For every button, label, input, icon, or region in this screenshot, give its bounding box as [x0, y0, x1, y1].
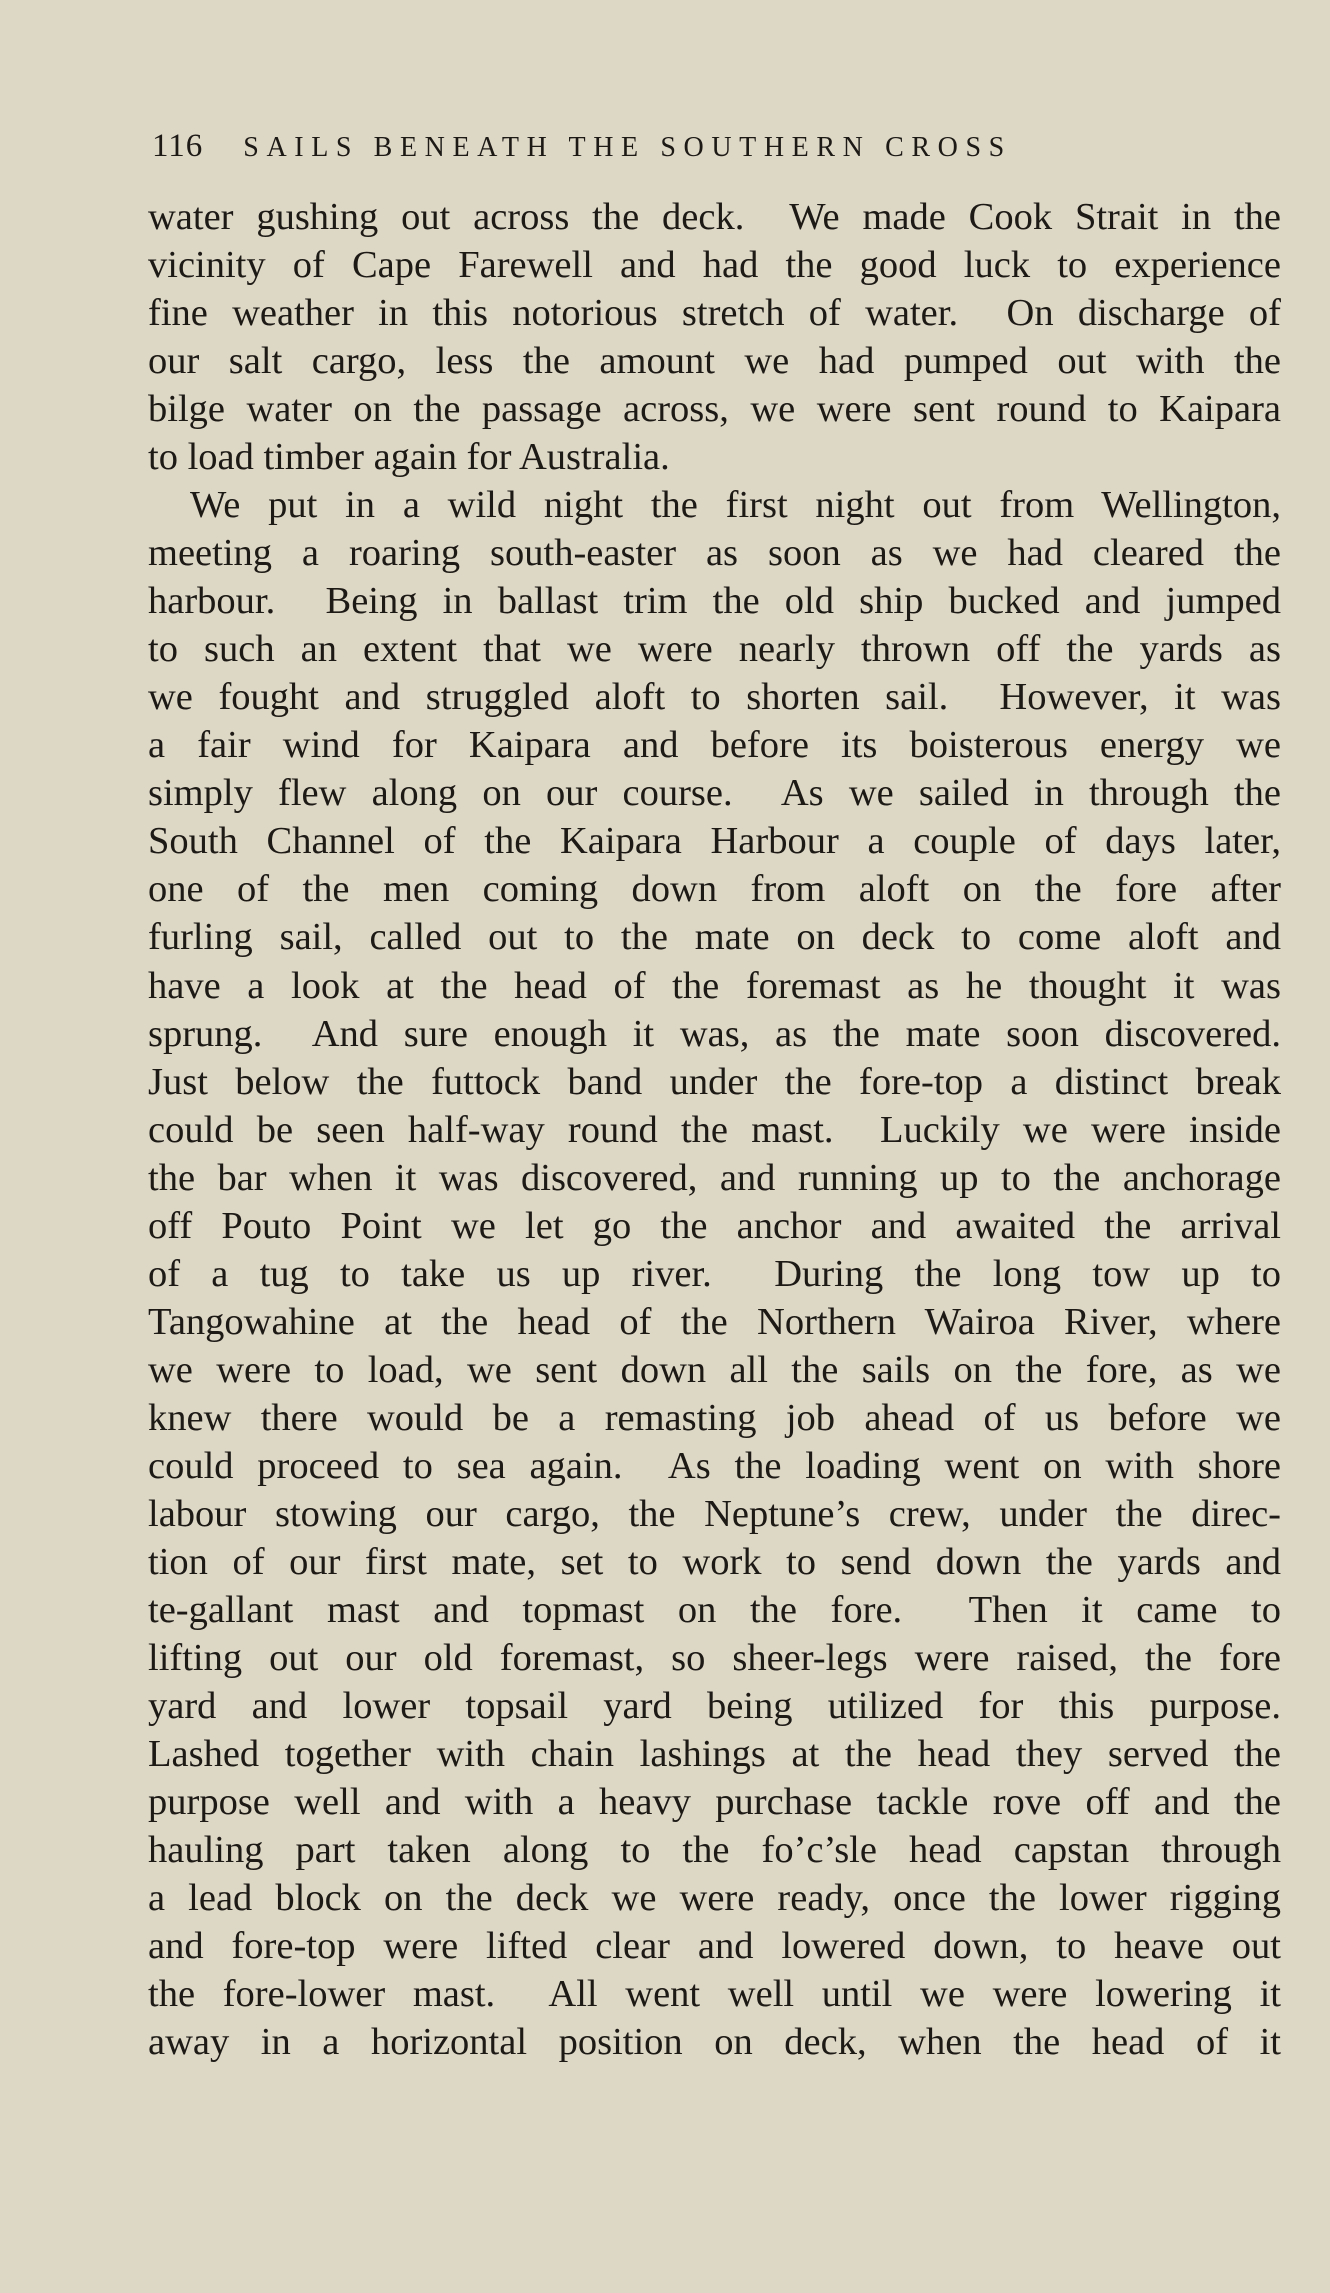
text-line-content: sprung. And sure enough it was, as the mate soon discovered.: [148, 1012, 1281, 1055]
text-line-content: of a tug to take us up river. During the long tow up to: [148, 1252, 1281, 1295]
text-line-content: and fore-top were lifted clear and lowered down, to heave out: [148, 1925, 1281, 1968]
text-line: [148, 817, 1281, 865]
text-line-content: water gushing out across the deck. We made Cook Strait in the: [148, 196, 1281, 238]
text-line: [148, 1826, 1281, 1874]
text-line-content: we fought and struggled aloft to shorten sail. However, it was: [148, 676, 1281, 719]
text-line-content: the fore-lower mast. All went well until we were lowering it: [148, 1973, 1281, 2016]
text-line-content: purpose well and with a heavy purchase tackle rove off and the: [148, 1781, 1281, 1824]
text-line-content: te-gallant mast and topmast on the fore. Then it came to: [148, 1588, 1281, 1631]
text-line: [148, 529, 1281, 577]
text-line-content: a lead block on the deck we were ready, once the lower rigging: [148, 1877, 1281, 1920]
text-line: [148, 1010, 1281, 1058]
text-line: [148, 1058, 1281, 1106]
page-number: 116: [152, 128, 204, 164]
text-line-content: furling sail, called out to the mate on deck to come aloft and: [148, 916, 1281, 959]
text-line: [148, 1106, 1281, 1154]
text-line-content: knew there would be a remasting job ahead of us before we: [148, 1396, 1281, 1439]
text-line: [148, 1154, 1281, 1202]
text-line-content: have a look at the head of the foremast as he thought it was: [148, 964, 1281, 1007]
running-head: [152, 116, 1229, 176]
text-line-content: Lashed together with chain lashings at the head they served the: [148, 1733, 1281, 1775]
text-line: [148, 241, 1281, 289]
text-line-content: tion of our first mate, set to work to send down the yards and: [148, 1540, 1281, 1583]
text-line: [148, 769, 1281, 817]
text-line: [148, 337, 1281, 385]
text-line: [148, 1538, 1281, 1586]
text-line-content: yard and lower topsail yard being utilized for this purpose.: [148, 1684, 1281, 1727]
text-line: [148, 289, 1281, 337]
text-line-content: hauling part taken along to the fo’c’sle head capstan through: [148, 1829, 1281, 1872]
text-line: [148, 1394, 1281, 1442]
text-line-content: vicinity of Cape Farewell and had the good luck to experience: [148, 244, 1281, 287]
text-line-content: our salt cargo, less the amount we had pumped out with the: [148, 340, 1281, 383]
text-line: [148, 1922, 1281, 1970]
text-line-content: bilge water on the passage across, we were sent round to Kaipara: [148, 388, 1281, 431]
body-text: [148, 193, 1281, 2066]
text-line: [148, 433, 1281, 481]
text-line-content: to such an extent that we were nearly thrown off the yards as: [148, 628, 1281, 671]
text-line-content: harbour. Being in ballast trim the old ship bucked and jumped: [148, 580, 1281, 623]
text-line: [148, 1634, 1281, 1682]
text-line-content: could proceed to sea again. As the loading went on with shore: [148, 1444, 1281, 1487]
text-line-content: simply flew along on our course. As we sailed in through the: [148, 772, 1281, 815]
text-line-content: fine weather in this notorious stretch of water. On discharge of: [148, 292, 1281, 335]
text-line: [148, 1202, 1281, 1250]
text-line: [148, 865, 1281, 913]
text-line-content: South Channel of the Kaipara Harbour a couple of days later,: [148, 820, 1281, 863]
text-line: [148, 721, 1281, 769]
text-line: [148, 481, 1281, 529]
text-line: [148, 1298, 1281, 1346]
text-line: [148, 1682, 1281, 1730]
text-line-content: meeting a roaring south-easter as soon as we had cleared the: [148, 532, 1281, 575]
text-line: [148, 673, 1281, 721]
text-line: [148, 1874, 1281, 1922]
text-line-content: away in a horizontal position on deck, when the head of it: [148, 2021, 1281, 2064]
text-line-content: Just below the futtock band under the fore-top a distinct break: [148, 1060, 1281, 1103]
text-line: [148, 1250, 1281, 1298]
text-line-content: to load timber again for Australia.: [148, 436, 670, 479]
text-line-content: off Pouto Point we let go the anchor and awaited the arrival: [148, 1204, 1281, 1247]
text-line: [148, 1970, 1281, 2018]
text-line: [148, 1586, 1281, 1634]
text-line: [148, 1442, 1281, 1490]
text-line-content: a fair wind for Kaipara and before its boisterous energy we: [148, 724, 1281, 767]
text-line-content: the bar when it was discovered, and running up to the anchorage: [148, 1156, 1281, 1199]
text-line: [148, 625, 1281, 673]
text-line: [148, 1730, 1281, 1778]
text-line-content: could be seen half-way round the mast. Luckily we were inside: [148, 1108, 1281, 1151]
running-title: SAILS BENEATH THE SOUTHERN CROSS: [243, 132, 1012, 163]
text-line: [148, 1778, 1281, 1826]
text-line: [148, 913, 1281, 961]
text-line-content: we were to load, we sent down all the sails on the fore, as we: [148, 1348, 1281, 1391]
text-line-content: Tangowahine at the head of the Northern Wairoa River, where: [148, 1300, 1281, 1343]
text-line: [148, 2018, 1281, 2066]
text-line: [148, 962, 1281, 1010]
text-line: [148, 193, 1281, 241]
text-line-content: labour stowing our cargo, the Neptune’s crew, under the direc-: [148, 1492, 1281, 1535]
text-line: [148, 1490, 1281, 1538]
text-line-content: We put in a wild night the first night out from Wellington,: [190, 484, 1281, 527]
text-line-content: lifting out our old foremast, so sheer-legs were raised, the fore: [148, 1636, 1281, 1679]
text-line-content: one of the men coming down from aloft on the fore after: [148, 868, 1281, 911]
text-line: [148, 1346, 1281, 1394]
text-line: [148, 577, 1281, 625]
text-line: [148, 385, 1281, 433]
